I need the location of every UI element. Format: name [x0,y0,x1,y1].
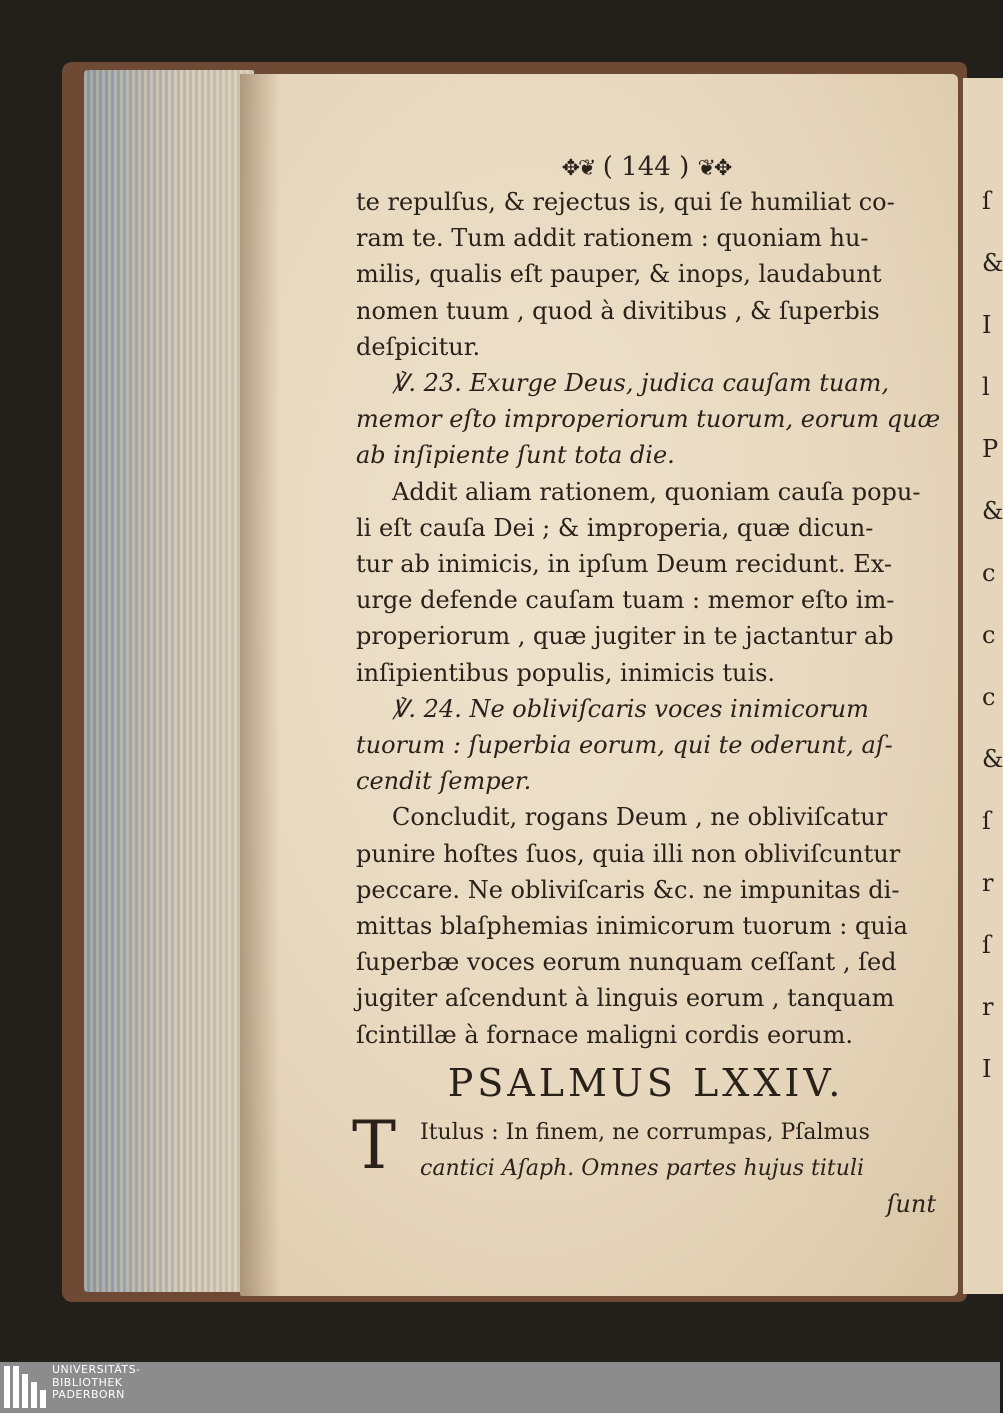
verse-24 [356,691,936,800]
paragraph-3 [356,799,936,1052]
drop-cap: T [352,1106,397,1184]
glyph: c [982,559,996,587]
text-line: mittas blaſphemias inimicorum tuorum : quia [356,912,908,941]
glyph: l [982,373,990,401]
facing-page-text-fragments [982,170,1003,1100]
library-footer-bar [0,1362,1000,1413]
page-header [356,150,936,184]
glyph: I [982,311,992,339]
library-logo-icon [4,1366,46,1408]
verse-line: memor eſto improperiorum tuorum, eorum quæ [356,405,941,434]
text-line: jugiter aſcendunt à linguis eorum , tanquam [356,984,895,1013]
glyph: ſ [982,931,991,959]
library-name-line: BIBLIOTHEK [52,1375,123,1389]
title-block [352,1106,936,1187]
text-line: inſipientibus populis, inimicis tuis. [356,658,776,687]
verse-line: cendit ſemper. [356,767,532,796]
page-number: ( 144 ) [602,152,690,182]
library-name-line: PADERBORN [52,1388,125,1401]
glyph: & [982,745,1003,773]
catchword: ſunt [886,1190,936,1219]
library-name [52,1364,141,1402]
ornament-left: ✥❦ [561,156,595,181]
psalm-heading: PSALMUS LXXIV. [447,1060,845,1105]
title-line: cantici Aſaph. Omnes partes hujus tituli [420,1156,865,1182]
text-line: li eſt cauſa Dei ; & improperia, quæ dicun- [356,513,874,542]
page-gutter-shadow [240,74,280,1296]
verse-line: ℣. 23. Exurge Deus, judica cauſam tuam, [392,369,890,398]
text-line: te repulſus, & rejectus is, qui ſe humiliat co- [356,188,895,216]
text-line: properiorum , quæ jugiter in te jactantur ab [356,622,894,651]
text-line: ſuperbæ voces eorum nunquam ceſſant , ſed [356,948,897,977]
glyph: r [982,869,994,897]
paragraph-2 [356,474,936,691]
text-line: milis, qualis eſt pauper, & inops, laudabunt [356,260,882,289]
verse-line: ℣. 24. Ne obliviſcaris voces inimicorum [392,694,869,723]
text-line: punire hoſtes ſuos, quia illi non obliviſcuntur [356,839,901,868]
verse-line: tuorum : ſuperbia eorum, qui te oderunt, aſ- [356,731,893,760]
verse-line: ab inſipiente ſunt tota die. [356,441,675,470]
text-line: Addit aliam rationem, quoniam cauſa popu- [392,477,921,506]
glyph: c [982,683,996,711]
text-line: nomen tuum , quod à divitibus , & ſuperbis [356,296,880,325]
glyph: I [982,1055,992,1083]
glyph: & [982,249,1003,277]
text-line: ram te. Tum addit rationem : quoniam hu- [356,224,869,253]
glyph: & [982,497,1003,525]
title-line: Itulus : In finem, ne corrumpas, Pſalmus [420,1119,870,1145]
glyph: P [982,435,999,463]
glyph: c [982,621,996,649]
text-line: deſpicitur. [356,332,481,361]
verse-23 [356,365,941,474]
library-name-line: UNIVERSITÄTS- [52,1363,141,1376]
text-line: Concludit, rogans Deum , ne obliviſcatur [392,803,888,832]
text-line: urge defende cauſam tuam : memor eſto im- [356,586,895,615]
page-text [352,150,941,1221]
page-edges [84,70,254,1292]
glyph: ſ [982,807,991,835]
text-line: peccare. Ne obliviſcaris &c. ne impunitas di- [356,875,900,904]
text-line: tur ab inimicis, in ipſum Deum recidunt. Ex- [356,550,892,579]
ornament-right: ❦✥ [697,156,731,181]
text-line: ſcintillæ à fornace maligni cordis eorum. [356,1020,853,1049]
glyph: r [982,993,994,1021]
paragraph-1 [356,184,936,365]
glyph: ſ [982,187,991,215]
